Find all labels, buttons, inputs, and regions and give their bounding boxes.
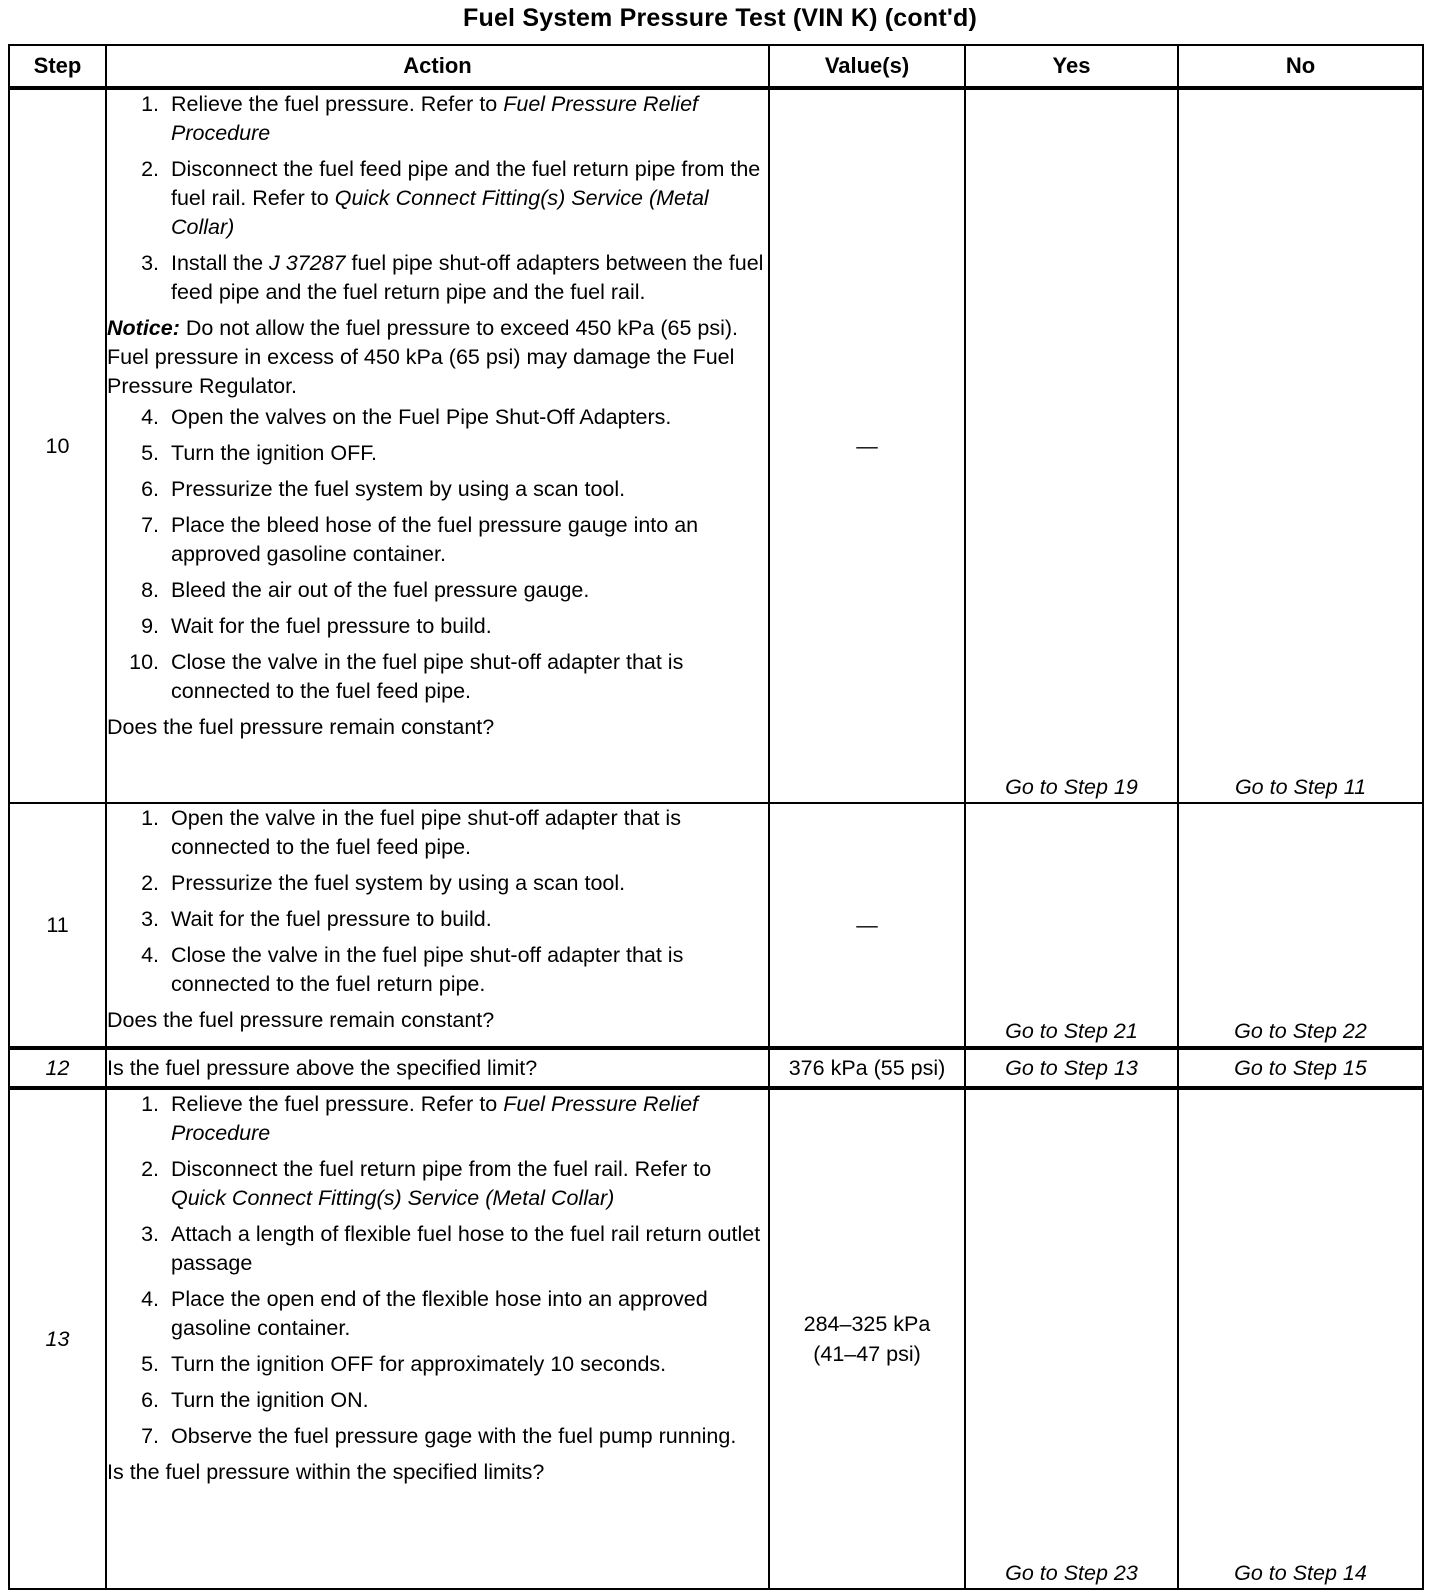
action-list	[107, 403, 768, 706]
action-cell	[106, 88, 769, 803]
header-step: Step	[9, 45, 106, 88]
action-cell	[106, 803, 769, 1048]
question: Does the fuel pressure remain constant?	[107, 1008, 495, 1032]
step-number: 12	[9, 1048, 106, 1088]
no-cell: Go to Step 15	[1178, 1048, 1423, 1088]
procedure-link: Fuel Pressure Relief Procedure	[171, 92, 699, 145]
list-item: 9. Wait for the fuel pressure to build.	[141, 614, 492, 638]
list-item: 2. Pressurize the fuel system by using a scan tool.	[141, 871, 626, 895]
no-cell: Go to Step 11	[1178, 88, 1423, 803]
procedure-table	[8, 44, 1424, 1590]
value-kpa: 284–325 kPa	[803, 1312, 931, 1336]
value-cell: —	[769, 88, 965, 803]
header-no: No	[1178, 45, 1423, 88]
action-list	[107, 804, 768, 999]
step-number: 10	[9, 88, 106, 803]
list-item: 7. Place the bleed hose of the fuel pressure gauge into an approved gasoline container.	[141, 513, 699, 566]
notice-label: Notice:	[107, 316, 180, 340]
notice	[107, 314, 768, 401]
list-item: 7. Observe the fuel pressure gage with the fuel pump running.	[141, 1424, 737, 1448]
header-values: Value(s)	[769, 45, 965, 88]
list-item: 8. Bleed the air out of the fuel pressure gauge.	[141, 578, 590, 602]
list-item: 10. Close the valve in the fuel pipe shut-off adapter that is connected to the fuel feed pipe.	[129, 650, 684, 703]
list-item: 6. Turn the ignition ON.	[141, 1388, 369, 1412]
table-row-step-11	[9, 803, 1423, 1048]
action-list	[107, 1090, 768, 1451]
question: Is the fuel pressure above the specified limit?	[106, 1048, 769, 1088]
list-item: 3. Install the J 37287 fuel pipe shut-off adapters between the fuel feed pipe and the fuel return pipe and the fuel rail.	[141, 251, 764, 304]
notice-text: Do not allow the fuel pressure to exceed 450 kPa (65 psi). Fuel pressure in excess of 450 kPa (65 psi) may damage the Fuel Pressure Regulator.	[107, 316, 738, 398]
no-cell: Go to Step 22	[1178, 803, 1423, 1048]
yes-cell: Go to Step 23	[965, 1088, 1178, 1589]
table-row-step-13	[9, 1088, 1423, 1589]
table-row-step-12	[9, 1048, 1423, 1088]
list-item: 2. Disconnect the fuel feed pipe and the fuel return pipe from the fuel rail. Refer to Quick Connect Fitting(s) Service (Metal Collar)	[141, 157, 761, 239]
list-item: 4. Close the valve in the fuel pipe shut-off adapter that is connected to the fuel return pipe.	[141, 943, 684, 996]
list-item: 3. Attach a length of flexible fuel hose to the fuel rail return outlet passage	[141, 1222, 761, 1275]
step-number: 13	[9, 1088, 106, 1589]
action-list	[107, 90, 768, 307]
list-item: 1. Relieve the fuel pressure. Refer to Fuel Pressure Relief Procedure	[141, 92, 699, 145]
list-item: 3. Wait for the fuel pressure to build.	[141, 907, 492, 931]
no-cell: Go to Step 14	[1178, 1088, 1423, 1589]
header-action: Action	[106, 45, 769, 88]
list-item: 5. Turn the ignition OFF for approximately 10 seconds.	[141, 1352, 667, 1376]
yes-cell: Go to Step 13	[965, 1048, 1178, 1088]
page-title: Fuel System Pressure Test (VIN K) (cont'd)	[463, 4, 977, 32]
list-item: 6. Pressurize the fuel system by using a scan tool.	[141, 477, 626, 501]
procedure-link: Quick Connect Fitting(s) Service (Metal Collar)	[171, 1186, 615, 1210]
value-cell: 376 kPa (55 psi)	[769, 1048, 965, 1088]
value-cell: —	[769, 803, 965, 1048]
list-item: 1. Relieve the fuel pressure. Refer to Fuel Pressure Relief Procedure	[141, 1092, 699, 1145]
procedure-link: Fuel Pressure Relief Procedure	[171, 1092, 699, 1145]
value-cell	[769, 1088, 965, 1589]
value-psi: (41–47 psi)	[813, 1342, 921, 1366]
tool-reference: J 37287	[269, 251, 346, 275]
list-item: 5. Turn the ignition OFF.	[141, 441, 377, 465]
list-item: 4. Open the valves on the Fuel Pipe Shut-Off Adapters.	[141, 405, 672, 429]
list-item: 2. Disconnect the fuel return pipe from the fuel rail. Refer to Quick Connect Fitting(s) Service (Metal Collar)	[141, 1157, 712, 1210]
question: Does the fuel pressure remain constant?	[107, 715, 495, 739]
table-row-step-10	[9, 88, 1423, 803]
header-row	[9, 45, 1423, 88]
procedure-link: Quick Connect Fitting(s) Service (Metal Collar)	[171, 186, 709, 239]
list-item: 1. Open the valve in the fuel pipe shut-off adapter that is connected to the fuel feed pipe.	[141, 806, 681, 859]
list-item: 4. Place the open end of the flexible hose into an approved gasoline container.	[141, 1287, 708, 1340]
step-number: 11	[9, 803, 106, 1048]
header-yes: Yes	[965, 45, 1178, 88]
yes-cell: Go to Step 21	[965, 803, 1178, 1048]
question: Is the fuel pressure within the specified limits?	[107, 1460, 545, 1484]
action-cell	[106, 1088, 769, 1589]
yes-cell: Go to Step 19	[965, 88, 1178, 803]
